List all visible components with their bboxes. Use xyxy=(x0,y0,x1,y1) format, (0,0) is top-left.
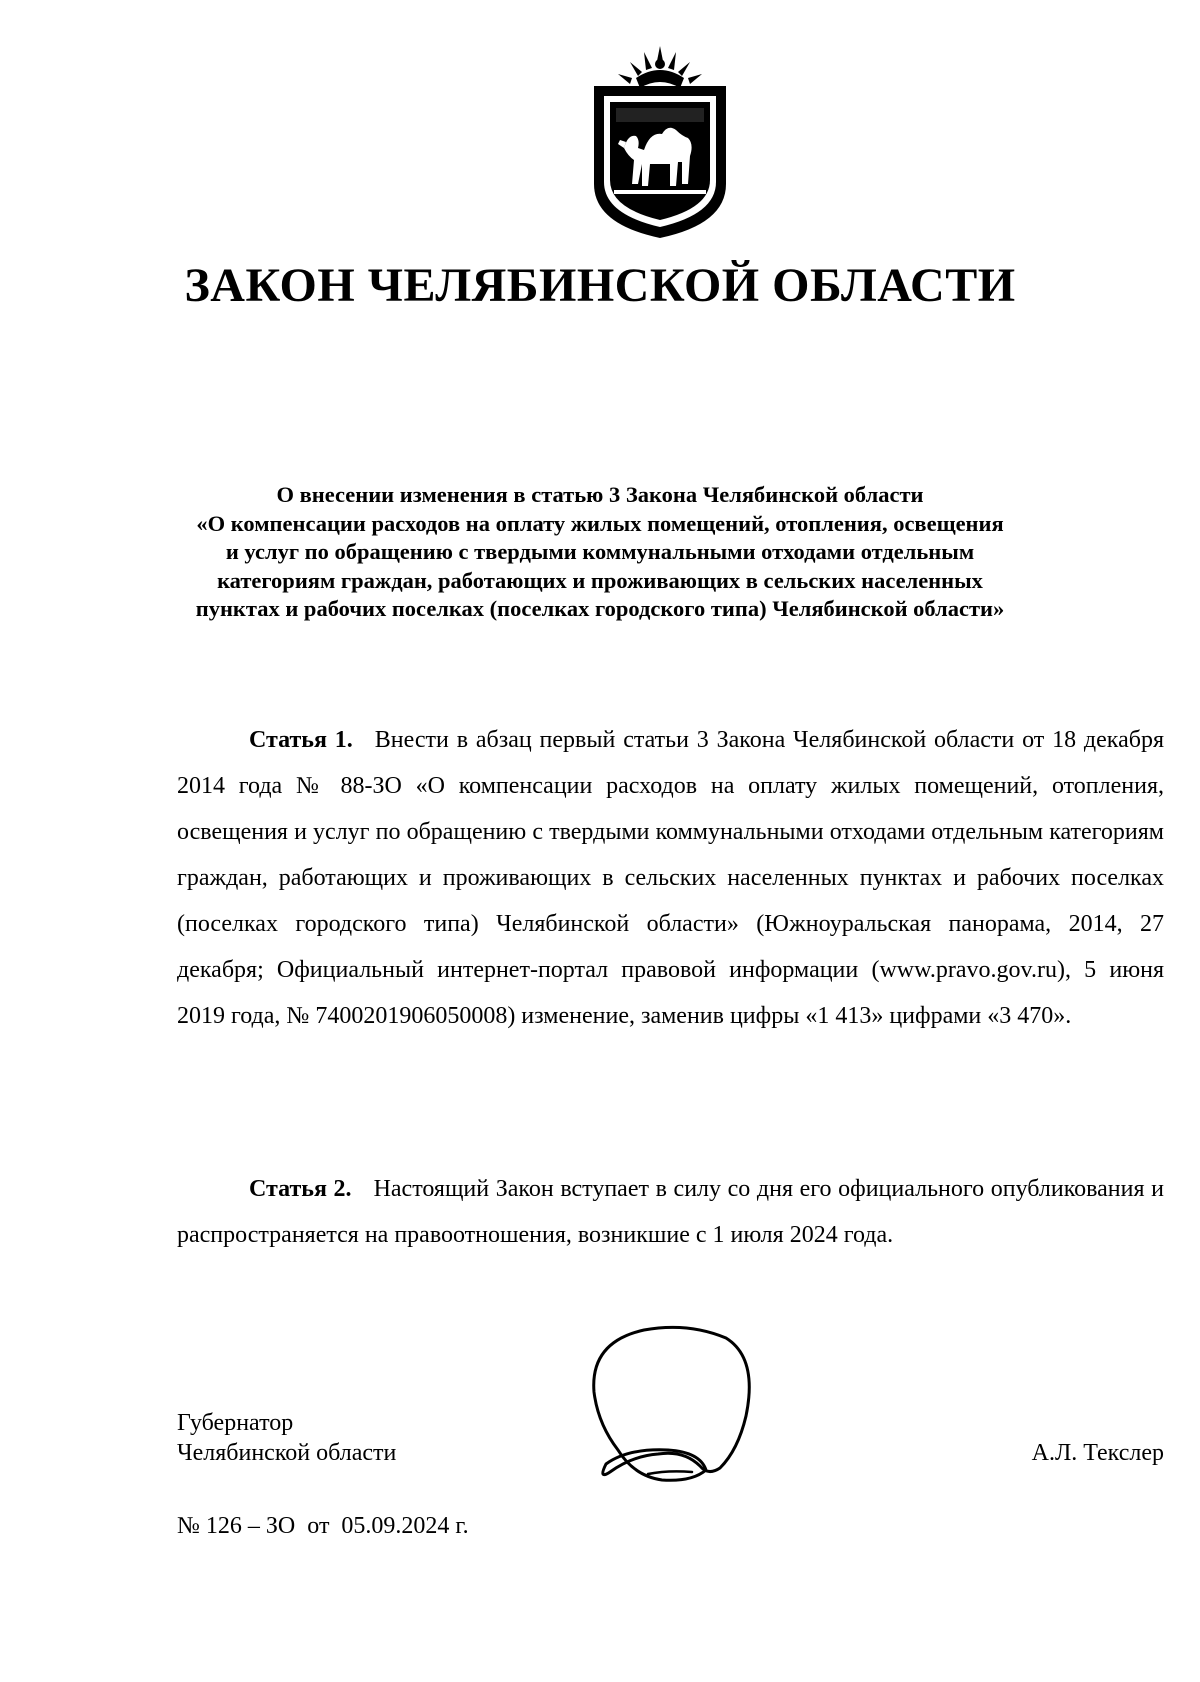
signer-name: А.Л. Текслер xyxy=(1031,1440,1164,1466)
subtitle-line: пунктах и рабочих поселках (поселках городского типа) Челябинской области» xyxy=(195,596,1005,621)
article-text: Внести в абзац первый статьи 3 Закона Челябинской области от 18 декабря 2014 года № 88-ЗО «О компенсации расходов на оплату жилых помещений, отопления, освещения и услуг по обращению с твердыми коммунальными отходами отдельным категориям граждан, работающих и проживающих в сельских населенных пунктах и рабочих поселках (поселках городского типа) Челябинской области» (Южноуральская панорама, 2014, 27 декабря; Официальный интернет-портал правовой информации (www.pravo.gov.ru), 5 июня 2019 года, № 7400201906050008) изменение, заменив цифры «1 413» цифрами «3 470». xyxy=(177,727,1164,1029)
article-text: Настоящий Закон вступает в силу со дня его официального опубликования и распространяется на правоотношения, возникшие с 1 июля 2024 года. xyxy=(177,1176,1164,1248)
article-heading: Статья 1. xyxy=(249,727,353,753)
law-subtitle xyxy=(150,481,1050,624)
subtitle-line: О внесении изменения в статью 3 Закона Челябинской области xyxy=(276,482,924,507)
subtitle-line: «О компенсации расходов на оплату жилых помещений, отопления, освещения xyxy=(196,510,1004,536)
subtitle-line: категориям граждан, работающих и проживающих в сельских населенных xyxy=(217,567,983,593)
article-2 xyxy=(177,1166,1164,1258)
handwritten-signature-icon xyxy=(588,1320,758,1498)
chelyabinsk-coat-of-arms-icon xyxy=(584,44,736,240)
subtitle-line: и услуг по обращению с твердыми коммунальными отходами отдельным xyxy=(225,539,975,564)
article-heading: Статья 2. xyxy=(249,1176,352,1202)
document-title: ЗАКОН ЧЕЛЯБИНСКОЙ ОБЛАСТИ xyxy=(184,259,1016,312)
article-1 xyxy=(177,717,1164,1039)
law-number: № 126 – ЗО от 05.09.2024 г. xyxy=(177,1513,469,1539)
signer-position xyxy=(177,1408,396,1468)
signer-position-line: Челябинской области xyxy=(177,1440,397,1466)
signer-position-line: Губернатор xyxy=(177,1410,294,1436)
